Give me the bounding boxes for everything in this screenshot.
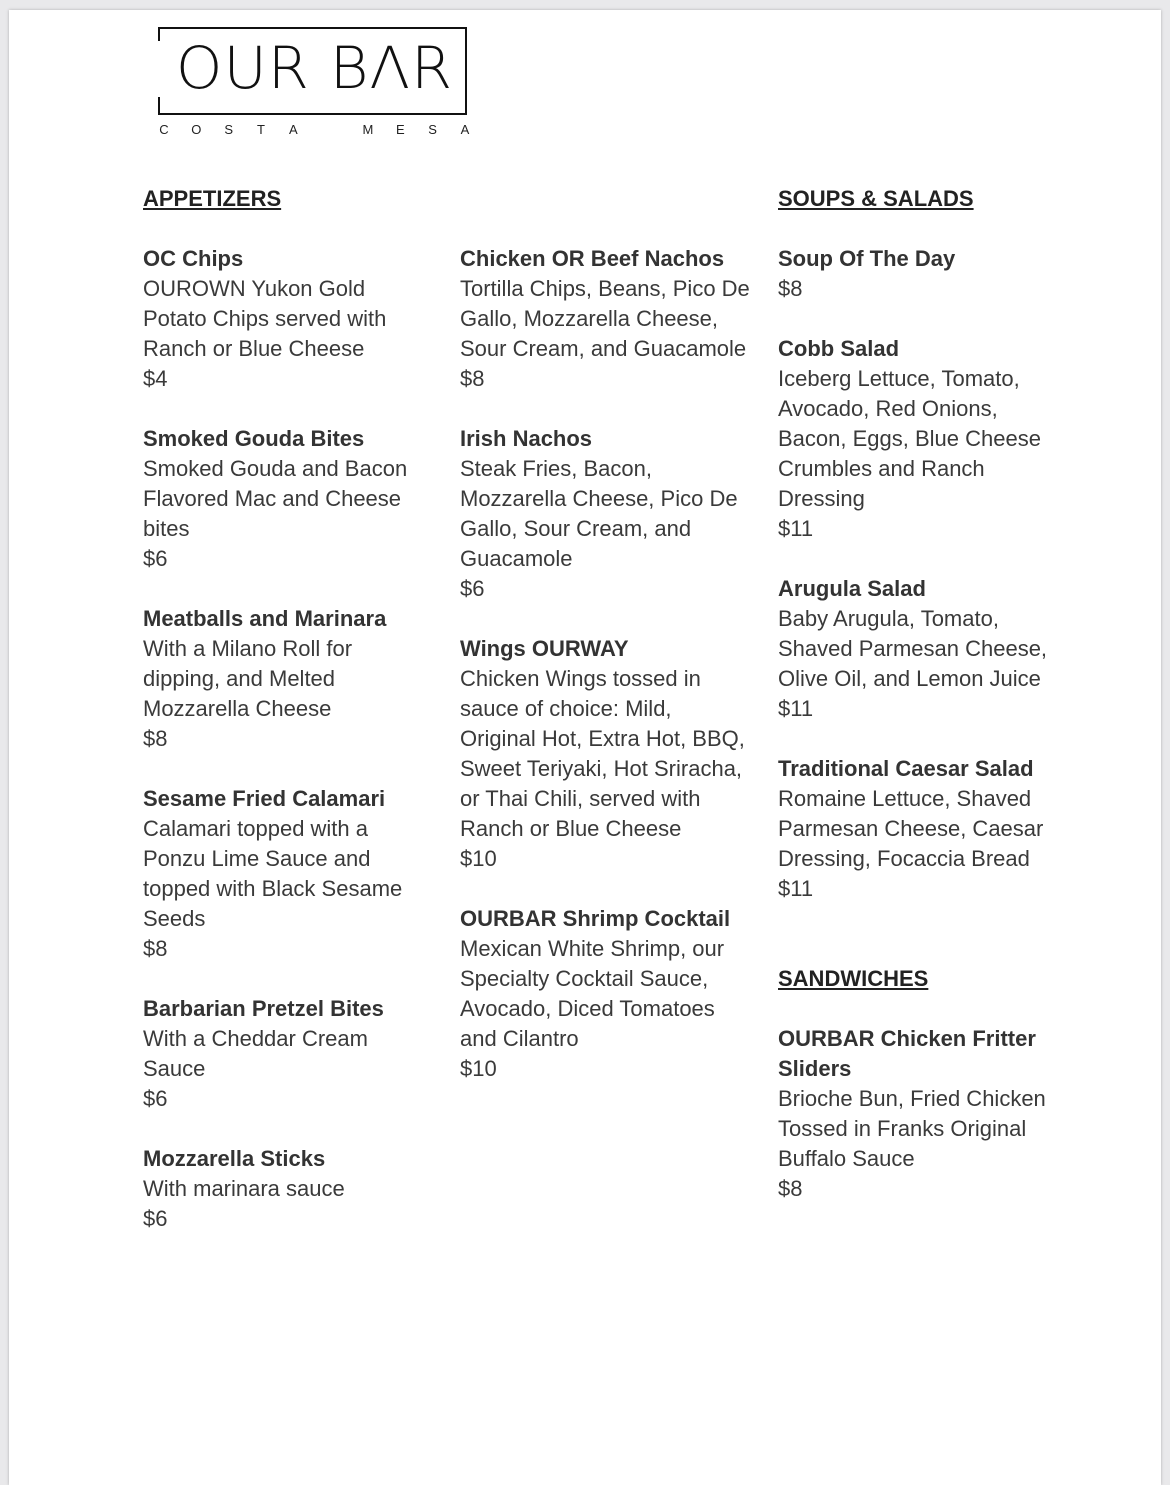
item-price: $10 — [460, 1056, 497, 1081]
menu-item — [143, 244, 423, 394]
item-price: $6 — [143, 1086, 168, 1111]
menu-item — [143, 604, 423, 754]
item-name: Sesame Fried Calamari — [143, 786, 386, 811]
logo-subtitle: C O S T A M E S A — [159, 122, 470, 137]
item-description: With marinara sauce — [143, 1176, 345, 1201]
item-description: Tortilla Chips, Beans, Pico De Gallo, Mozzarella Cheese, Sour Cream, and Guacamole — [460, 276, 750, 361]
menu-item — [143, 784, 423, 964]
menu-item — [778, 754, 1048, 904]
item-name: Wings OURWAY — [460, 636, 629, 661]
appetizers-heading: APPETIZERS — [143, 186, 282, 211]
item-description: Calamari topped with a Ponzu Lime Sauce and topped with Black Sesame Seeds — [143, 816, 403, 931]
sandwiches-heading: SANDWICHES — [778, 966, 929, 991]
item-name: OC Chips — [143, 246, 244, 271]
item-description: OUROWN Yukon Gold Potato Chips served with Ranch or Blue Cheese — [143, 276, 387, 361]
item-description: Chicken Wings tossed in sauce of choice: Mild, Original Hot, Extra Hot, BBQ, Sweet Teriyaki, Hot Sriracha, or Thai Chili, served with Ranch or Blue Cheese — [460, 666, 745, 841]
item-name: OURBAR Chicken Fritter Sliders — [778, 1026, 1036, 1081]
item-name: Mozzarella Sticks — [143, 1146, 326, 1171]
item-description: Baby Arugula, Tomato, Shaved Parmesan Cheese, Olive Oil, and Lemon Juice — [778, 606, 1048, 691]
item-name: Irish Nachos — [460, 426, 593, 451]
logo-title: OUR BΛR — [175, 34, 454, 102]
item-name: Barbarian Pretzel Bites — [143, 996, 384, 1021]
item-name: Chicken OR Beef Nachos — [460, 246, 725, 271]
menu-item — [778, 574, 1048, 724]
item-description: Romaine Lettuce, Shaved Parmesan Cheese, Caesar Dressing, Focaccia Bread — [778, 786, 1044, 871]
item-price: $8 — [143, 936, 168, 961]
item-name: OURBAR Shrimp Cocktail — [460, 906, 731, 931]
item-description: Brioche Bun, Fried Chicken Tossed in Franks Original Buffalo Sauce — [778, 1086, 1046, 1171]
item-price: $11 — [778, 876, 814, 901]
item-price: $8 — [778, 276, 803, 301]
item-description: With a Cheddar Cream Sauce — [143, 1026, 368, 1081]
menu-item — [143, 994, 423, 1114]
item-price: $11 — [778, 516, 814, 541]
item-price: $8 — [778, 1176, 803, 1201]
soups-salads-sandwiches-column — [778, 184, 1048, 1204]
item-description: With a Milano Roll for dipping, and Melted Mozzarella Cheese — [143, 636, 353, 721]
menu-item — [460, 634, 750, 874]
item-description: Iceberg Lettuce, Tomato, Avocado, Red Onions, Bacon, Eggs, Blue Cheese Crumbles and Ranch Dressing — [778, 366, 1041, 511]
item-price: $6 — [143, 546, 168, 571]
appetizers-column-2 — [460, 184, 750, 1084]
item-description: Mexican White Shrimp, our Specialty Cocktail Sauce, Avocado, Diced Tomatoes and Cilantro — [460, 936, 725, 1051]
item-name: Cobb Salad — [778, 336, 900, 361]
menu-item — [460, 904, 750, 1084]
our-bar-logo — [158, 27, 471, 139]
menu-page — [9, 10, 1161, 1485]
menu-item — [143, 424, 423, 574]
appetizers-column-1 — [143, 184, 423, 1234]
item-price: $6 — [143, 1206, 168, 1231]
menu-item — [143, 1144, 423, 1234]
item-name: Smoked Gouda Bites — [143, 426, 365, 451]
item-price: $11 — [778, 696, 814, 721]
menu-item — [778, 334, 1048, 544]
item-price: $6 — [460, 576, 485, 601]
item-description: Steak Fries, Bacon, Mozzarella Cheese, Pico De Gallo, Sour Cream, and Guacamole — [460, 456, 738, 571]
menu-item — [778, 244, 1048, 304]
menu-item — [460, 424, 750, 604]
item-name: Arugula Salad — [778, 576, 926, 601]
item-price: $4 — [143, 366, 168, 391]
item-name: Traditional Caesar Salad — [778, 756, 1034, 781]
item-price: $8 — [460, 366, 485, 391]
item-name: Meatballs and Marinara — [143, 606, 387, 631]
item-price: $10 — [460, 846, 497, 871]
menu-item — [778, 1024, 1048, 1204]
item-price: $8 — [143, 726, 168, 751]
menu-item — [460, 244, 750, 394]
item-name: Soup Of The Day — [778, 246, 956, 271]
item-description: Smoked Gouda and Bacon Flavored Mac and Cheese bites — [143, 456, 408, 541]
soups-salads-heading: SOUPS & SALADS — [778, 186, 974, 211]
